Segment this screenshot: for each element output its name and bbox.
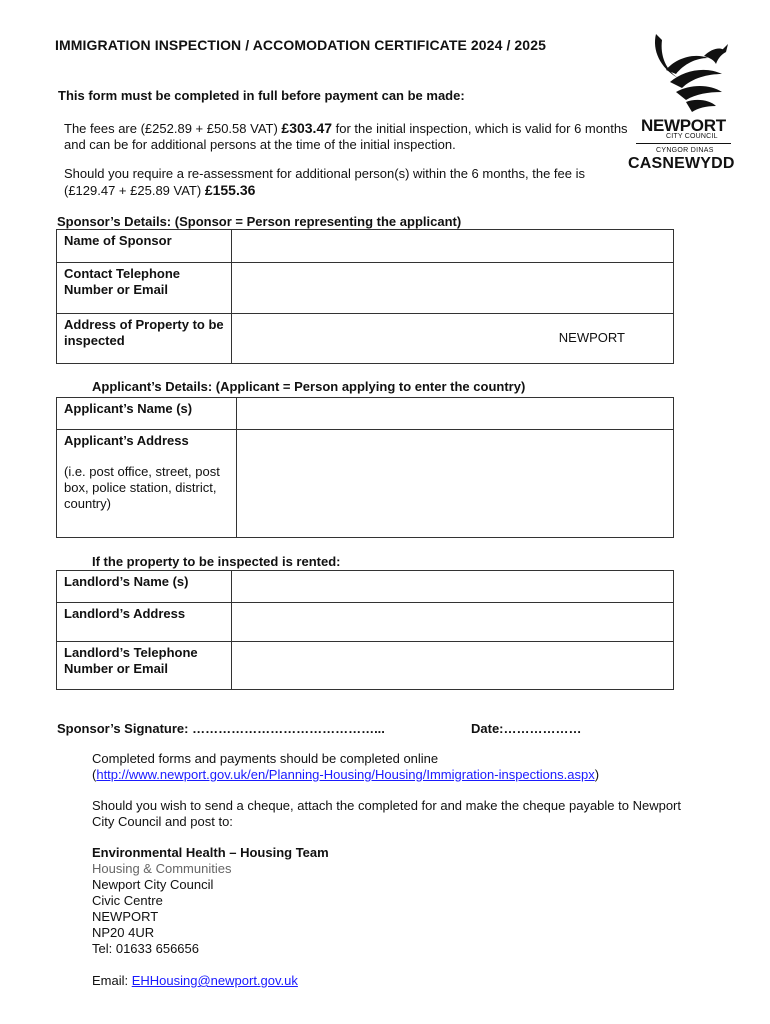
online-link-line	[92, 767, 712, 783]
address-tel: Tel: 01633 656656	[92, 941, 199, 956]
address-town: NEWPORT	[92, 909, 159, 924]
fees-reassessment-text: Should you require a re-assessment for additional person(s) within the 6 months, the fee is (£129.47 + £25.89 VAT)	[64, 166, 585, 198]
online-open-paren: (	[92, 767, 97, 782]
dragon-emblem-icon	[626, 30, 750, 120]
landlord-phone-field[interactable]	[232, 642, 674, 690]
sponsor-table	[56, 229, 674, 364]
date-line[interactable]: Date:………………	[471, 721, 582, 736]
landlord-table	[56, 570, 674, 690]
online-payment-link[interactable]: http://www.newport.gov.uk/en/Planning-Housing/Housing/Immigration-inspections.aspx	[96, 767, 595, 782]
fees-initial-text-2: for the initial inspection, which is valid for 6 months and can be for additional persons at the time of the initial inspection.	[64, 121, 628, 152]
fees-reassessment-amount: £155.36	[204, 182, 256, 198]
applicant-address-label: Applicant’s Address	[64, 433, 189, 448]
cheque-instructions: Should you wish to send a cheque, attach the completed for and make the cheque payable to Newport City Council and post to:	[92, 798, 681, 829]
sponsor-name-label: Name of Sponsor	[57, 230, 232, 263]
address-team: Environmental Health – Housing Team	[92, 845, 329, 860]
applicant-address-note: (i.e. post office, street, post box, police station, district, country)	[64, 464, 220, 511]
sponsor-address-field[interactable]	[232, 314, 674, 364]
fees-reassessment	[64, 166, 624, 199]
logo-name: NEWPORT	[641, 116, 726, 135]
fees-initial-amount: £303.47	[281, 120, 333, 136]
intro-text: This form must be completed in full before payment can be made:	[58, 88, 465, 103]
email-label: Email:	[92, 973, 132, 988]
address-building: Civic Centre	[92, 893, 163, 908]
address-email-line	[92, 973, 712, 989]
landlord-name-field[interactable]	[232, 571, 674, 603]
fees-initial-text: The fees are (£252.89 + £50.58 VAT)	[64, 121, 282, 136]
logo-sub-welsh: CYNGOR DINAS	[656, 147, 714, 154]
online-text: Completed forms and payments should be completed online	[92, 751, 439, 766]
address-postcode: NP20 4UR	[92, 925, 155, 940]
logo-divider	[636, 143, 731, 144]
landlord-address-label: Landlord’s Address	[57, 603, 232, 642]
applicant-name-field[interactable]	[237, 398, 674, 430]
landlord-heading: If the property to be inspected is rented:	[92, 554, 341, 569]
address-org: Newport City Council	[92, 877, 214, 892]
applicant-table	[56, 397, 674, 538]
sponsor-contact-label: Contact Telephone Number or Email	[57, 263, 232, 314]
logo-welsh-name: CASNEWYDD	[628, 155, 735, 172]
logo-sub: CITY COUNCIL	[666, 133, 718, 140]
postal-address	[92, 845, 712, 989]
applicant-address-field[interactable]	[237, 430, 674, 538]
sponsor-address-value: NEWPORT	[558, 330, 625, 345]
landlord-name-label: Landlord’s Name (s)	[57, 571, 232, 603]
landlord-address-field[interactable]	[232, 603, 674, 642]
fees-initial	[64, 120, 634, 153]
applicant-address-cell	[57, 430, 237, 538]
signature-line[interactable]: Sponsor’s Signature: ……………………………………...	[57, 721, 385, 736]
applicant-name-label: Applicant’s Name (s)	[57, 398, 237, 430]
page-title: IMMIGRATION INSPECTION / ACCOMODATION CERTIFICATE 2024 / 2025	[55, 37, 546, 53]
email-link[interactable]: EHHousing@newport.gov.uk	[131, 973, 298, 988]
landlord-phone-label: Landlord’s Telephone Number or Email	[57, 642, 232, 690]
online-close-paren: )	[594, 767, 600, 782]
applicant-heading: Applicant’s Details: (Applicant = Person applying to enter the country)	[92, 379, 526, 394]
sponsor-address-label: Address of Property to be inspected	[57, 314, 232, 364]
sponsor-name-field[interactable]	[232, 230, 674, 263]
online-instructions	[92, 751, 712, 783]
sponsor-contact-field[interactable]	[232, 263, 674, 314]
sponsor-heading: Sponsor’s Details: (Sponsor = Person representing the applicant)	[57, 214, 462, 229]
address-dept: Housing & Communities	[92, 861, 232, 876]
